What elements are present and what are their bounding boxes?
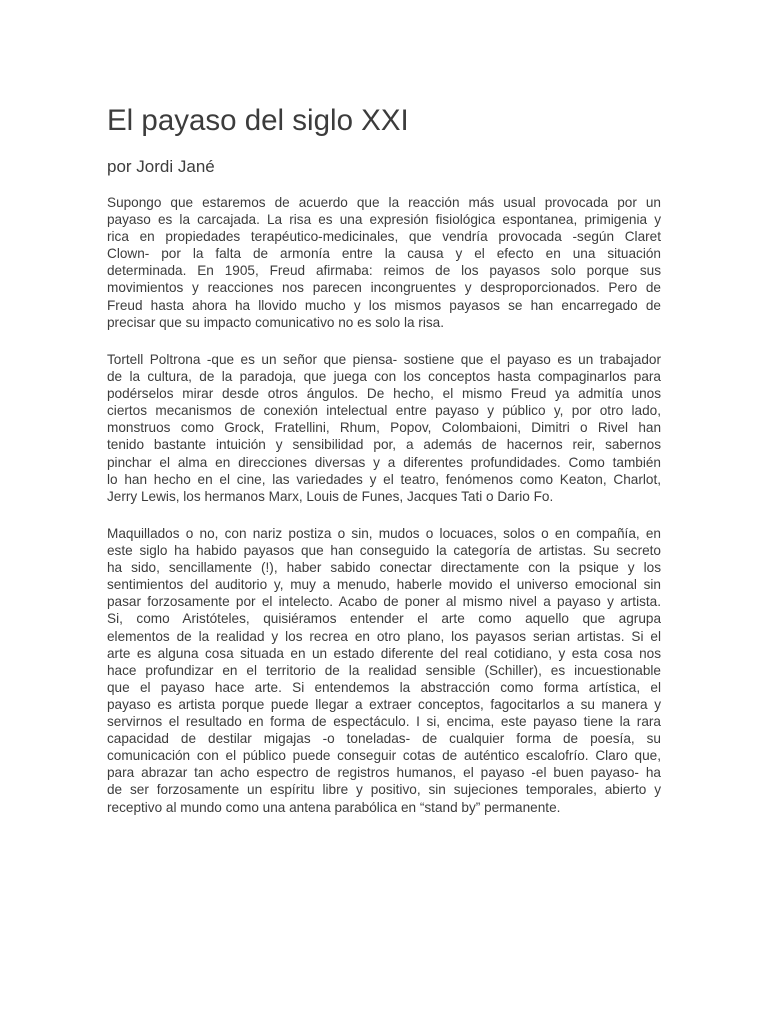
paragraph-line: Maquillados o no, con nariz postiza o sin, mudos o locuaces, solos o en compañía, en <box>107 526 661 541</box>
paragraph-line: hace profundizar en el territorio de la realidad sensible (Schiller), es incuestionable <box>107 662 661 678</box>
paragraph-line: para abrazar tan acho espectro de registros humanos, el payaso -el buen payaso- ha <box>107 765 661 781</box>
paragraph-line: que el payaso hace arte. Si entendemos la abstracción como forma artística, el <box>107 679 661 695</box>
paragraph-line: ciertos mecanismos de conexión intelectual entre payaso y público y, por otro lado, <box>107 403 661 419</box>
paragraph-line: ha sido, sencillamente (!), haber sabido conectar directamente con la psique y los <box>107 560 661 576</box>
paragraph-line: Clown- por la falta de armonía entre la causa y el efecto en una situación <box>107 246 661 262</box>
paragraph-line: servirnos el resultado en forma de espectáculo. I si, encima, este payaso tiene la rara <box>107 714 661 730</box>
paragraph-line: precisar que su impacto comunicativo no es solo la risa. <box>107 314 444 330</box>
paragraph-1 <box>107 194 661 331</box>
paragraph-line: podérselos mirar desde otros ángulos. De hecho, el mismo Freud ya admitía unos <box>107 386 661 402</box>
paragraph-line: tenido bastante intuición y sensibilidad por, a además de hacernos reir, sabernos <box>107 437 661 453</box>
paragraph-2 <box>107 351 661 505</box>
paragraph-line: pinchar el alma en direcciones diversas y a diferentes profundidades. Como también <box>107 454 661 470</box>
paragraph-line: de la cultura, de la paradoja, que juega con los conceptos hasta compaginarlos para <box>107 369 661 385</box>
paragraph-line: de ser forzosamente un espíritu libre y positivo, sin sujeciones temporales, abierto y <box>107 782 661 798</box>
paragraph-line: Freud hasta ahora ha llovido mucho y los mismos payasos se han encarregado de <box>107 297 661 313</box>
paragraph-line: receptivo al mundo como una antena parabólica en “stand by” permanente. <box>107 799 561 815</box>
paragraph-line: determinada. En 1905, Freud afirmaba: reimos de los payasos solo porque sus <box>107 263 661 279</box>
paragraph-line: rica en propiedades terapéutico-medicinales, que vendría provocada -según Claret <box>107 229 661 245</box>
paragraph-line: arte es alguna cosa situada en un estado diferente del real cotidiano, y esta cosa nos <box>107 645 661 661</box>
paragraph-line: Jerry Lewis, los hermanos Marx, Louis de Funes, Jacques Tati o Dario Fo. <box>107 488 554 504</box>
paragraph-line: capacidad de destilar migajas -o toneladas- de cualquier forma de poesía, su <box>107 731 661 747</box>
paragraph-line: payaso es la carcajada. La risa es una expresión fisiológica espontanea, primigenia y <box>107 212 661 228</box>
paragraph-line: comunicación con el público puede conseguir cotas de auténtico escalofrío. Claro que, <box>107 748 661 764</box>
paragraph-line: monstruos como Grock, Fratellini, Rhum, Popov, Colombaioni, Dimitri o Rivel han <box>107 420 661 436</box>
paragraph-line: payaso es artista porque puede llegar a extraer conceptos, fagocitarlos a su manera y <box>107 696 661 712</box>
document-title: El payaso del siglo XXI <box>107 104 409 137</box>
paragraph-line: Si, como Aristóteles, quisiéramos entender el arte como aquello que agrupa <box>107 611 661 627</box>
paragraph-line: lo han hecho en el cine, las variedades y el teatro, fenómenos como Keaton, Charlot, <box>107 471 661 487</box>
paragraph-line: Tortell Poltrona -que es un señor que piensa- sostiene que el payaso es un trabajador <box>107 352 661 367</box>
paragraph-line: movimientos y reacciones nos parecen incongruentes y desproporcionados. Pero de <box>107 280 661 296</box>
paragraph-line: sentimientos del auditorio y, muy a menudo, haberle movido el universo emocional sin <box>107 577 661 593</box>
paragraph-line: este siglo ha habido payasos que han conseguido la categoría de artistas. Su secreto <box>107 543 661 559</box>
paragraph-line: elementos de la realidad y los recrea en otro plano, los payasos serian artistas. Si el <box>107 628 661 644</box>
paragraph-line: pasar forzosamente por el intelecto. Acabo de poner al mismo nivel a payaso y artista. <box>107 594 661 610</box>
document-author: por Jordi Jané <box>107 157 215 176</box>
paragraph-3 <box>107 525 661 816</box>
paragraph-line: Supongo que estaremos de acuerdo que la reacción más usual provocada por un <box>107 195 661 210</box>
